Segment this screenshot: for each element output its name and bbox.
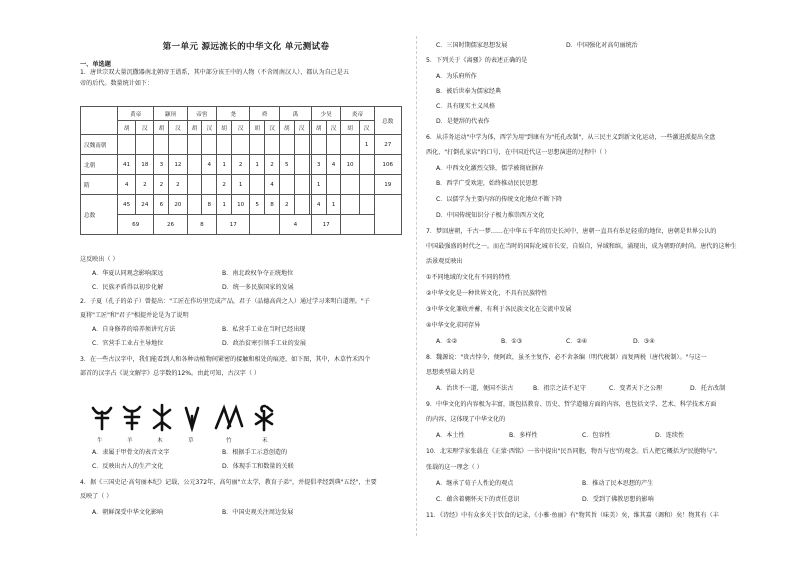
- table-subcol: 汉: [294, 121, 309, 135]
- q8-option-a[interactable]: A．治世不一道，便国不法古: [436, 385, 514, 392]
- table-cell: 69: [118, 215, 154, 235]
- q7-item-3: ③中华文化兼收并蓄，有利于各民族文化在交流中发展: [426, 306, 572, 313]
- table-cell: 17: [311, 215, 341, 235]
- table-subcol: 汉: [265, 121, 280, 135]
- table-cell: 45: [118, 195, 136, 215]
- table-cell: 20: [169, 195, 187, 215]
- q4-option-b[interactable]: B．中国史观关注周边发展: [222, 509, 294, 516]
- table-col-header: 炎帝: [341, 107, 374, 121]
- q3-option-d[interactable]: D．体现手工和数量的关联: [222, 463, 294, 470]
- q2-option-a[interactable]: A．自身修养的培养须讲究方法: [92, 326, 176, 333]
- q7-line-2: 中国最强盛的时代之一。而在当时的国际化城市长安，自娱自，异域和缤，涌现出，成为朝野的时尚。唐代的这种生: [426, 243, 737, 250]
- table-cell: 2: [154, 175, 169, 195]
- table-row: [81, 215, 402, 235]
- table-cell: [169, 135, 187, 155]
- q6-option-d[interactable]: D．中国传统知识分子极力推崇西方文化: [436, 212, 545, 219]
- glyph-label: 牛: [97, 438, 103, 444]
- q7-line-1: 7．梦回唐朝，千古一梦……在中华五千年的历史长河中，唐朝一直具有举足轻重的地位，唐朝是世界公认的: [426, 228, 717, 235]
- table-cell: 1: [326, 195, 341, 215]
- table-cell: [294, 155, 309, 175]
- q4-option-a[interactable]: A．朝鲜深受中华文化影响: [92, 509, 164, 516]
- page-title: 第一单元 源远流长的中华文化 单元测试卷: [162, 42, 330, 52]
- q9-option-d[interactable]: D．连续性: [655, 432, 685, 439]
- table-cell: 1: [232, 175, 250, 195]
- table-cell: 26: [154, 215, 187, 235]
- q3-option-c[interactable]: C．反映出古人的生产文化: [92, 463, 164, 470]
- table-cell: 2: [169, 175, 187, 195]
- table-corner: [81, 107, 118, 135]
- q2-line-2: 夏将"工匠"和"君子"相提并论是为了说明: [80, 312, 189, 319]
- table-col-header: 舜: [250, 107, 280, 121]
- table-row-label: 汉魏南朝: [81, 135, 118, 155]
- q7-option-d[interactable]: D．③④: [633, 338, 655, 345]
- section-heading: 一、单选题: [80, 61, 111, 68]
- q9-line-2: 的内容，这体现了中华文化的: [426, 416, 506, 423]
- q3-option-a[interactable]: A．隶属于甲骨文的表音文字: [92, 449, 170, 456]
- table-cell: [279, 135, 294, 155]
- table-cell: [265, 135, 280, 155]
- table-subcol: 胡: [311, 121, 326, 135]
- q7-item-4: ④中华文化求同存异: [426, 322, 481, 329]
- q6-option-c[interactable]: C．以儒学为主要内容的传统文化地位不断下降: [436, 196, 563, 203]
- q8-line-1: 8．魏源说："贵古悖今，便阿政，虽圣主复作，必不舍条编（明代税制）而复两税（唐代税制）。"与这一: [426, 354, 707, 361]
- q1-prompt: 这反映出（ ）: [80, 256, 119, 263]
- q7-option-a[interactable]: A．①②: [436, 338, 458, 345]
- table-cell: 41: [118, 155, 136, 175]
- q10-line-2: 张载的这一理念（ ）: [426, 464, 483, 471]
- q5-option-a[interactable]: A．为乐府所作: [436, 73, 477, 80]
- table-subcol: 胡: [118, 121, 136, 135]
- table-row: [81, 175, 402, 195]
- table-subcol: 汉: [169, 121, 187, 135]
- table-col-header: 尧: [217, 107, 250, 121]
- q7-line-3: 活景观反映出: [426, 258, 463, 265]
- table-row-label: 总数: [81, 195, 118, 235]
- table-cell: 3: [154, 155, 169, 175]
- table-cell: [359, 155, 374, 175]
- table-subcol: 汉: [232, 121, 250, 135]
- table-subheader-row: [81, 121, 402, 135]
- q4-option-c[interactable]: C．三国时期儒家思想发展: [436, 42, 508, 49]
- table-cell: [374, 195, 401, 235]
- q1-option-c[interactable]: C．民族矛盾得以初步化解: [92, 284, 164, 291]
- glyph-label: 草: [188, 438, 194, 444]
- table-col-header: 少昊: [311, 107, 341, 121]
- table-col-header: 颛顼: [154, 107, 187, 121]
- q3-line-1: 3．在一些古汉字中，我们能看到人和各种动植物间紧密的接触和相处的痕迹，如下图，其中，木草竹禾四个: [80, 356, 371, 363]
- table-cell: 106: [374, 155, 401, 175]
- glyph-label: 竹: [226, 438, 232, 444]
- table-cell: 5: [250, 195, 265, 215]
- table-cell: 18: [136, 155, 154, 175]
- q6-line-2: 西化、"打倒孔家店"的口号，在中国近代这一思想演进的过程中（ ）: [426, 149, 611, 156]
- table-subcol: 胡: [279, 121, 294, 135]
- table-cell: [187, 195, 202, 215]
- table-cell: 2: [232, 155, 250, 175]
- table-row: [81, 135, 402, 155]
- table-cell: 4: [118, 175, 136, 195]
- q9-option-c[interactable]: C．包容性: [582, 432, 611, 439]
- q4-option-d[interactable]: D．中国强化对高句丽统治: [566, 42, 638, 49]
- table-cell: 4: [326, 155, 341, 175]
- q8-line-2: 思想类型最大的是: [426, 369, 475, 376]
- table-cell: [311, 135, 326, 155]
- table-cell: 5: [279, 155, 294, 175]
- ancient-characters-figure: [90, 402, 290, 432]
- q8-option-b[interactable]: B．祖宗之法不足守: [533, 385, 586, 392]
- table-subcol: 胡: [187, 121, 202, 135]
- table-cell: 1: [359, 135, 374, 155]
- table-cell: 2: [265, 155, 280, 175]
- q10-option-a[interactable]: A．继承了荀子人性论的观点: [436, 480, 514, 487]
- table-subcol: 胡: [217, 121, 232, 135]
- q10-option-b[interactable]: B．推动了民本思想的产生: [582, 480, 654, 487]
- sheep-glyph-icon: [124, 407, 140, 429]
- q4-line-2: 反映了（ ）: [80, 493, 113, 500]
- q1-table: [80, 106, 402, 235]
- grass-glyph-icon: [186, 408, 198, 428]
- q8-option-d[interactable]: D．托古改制: [690, 385, 726, 392]
- table-cell: [187, 135, 202, 155]
- table-cell: [341, 195, 359, 215]
- q8-option-c[interactable]: C．变者天下之公理: [609, 385, 663, 392]
- q9-option-a[interactable]: A．本土性: [436, 432, 465, 439]
- table-cell: 1: [311, 175, 326, 195]
- table-cell: 10: [232, 195, 250, 215]
- table-cell: [294, 195, 309, 215]
- table-cell: 8: [202, 195, 217, 215]
- q5-option-d[interactable]: D．是楚辞的代表作: [436, 118, 490, 125]
- table-cell: 6: [154, 195, 169, 215]
- table-row: [81, 155, 402, 175]
- table-cell: [187, 175, 202, 195]
- table-cell: [279, 175, 294, 195]
- table-cell: 19: [374, 175, 401, 195]
- table-cell: [232, 135, 250, 155]
- q10-option-c[interactable]: C．蕴含着翱怀天下的责任意识: [436, 496, 520, 503]
- table-cell: 17: [217, 215, 250, 235]
- table-cell: [294, 175, 309, 195]
- table-cell: [341, 215, 374, 235]
- q2-option-b[interactable]: B．私营手工业在当时已经出现: [222, 326, 306, 333]
- table-cell: [359, 175, 374, 195]
- ox-glyph-icon: [93, 408, 111, 429]
- table-col-header: 禹: [279, 107, 311, 121]
- glyph-label: 木: [157, 438, 163, 444]
- table-cell: 24: [136, 195, 154, 215]
- table-cell: 12: [169, 155, 187, 175]
- table-cell: [187, 155, 202, 175]
- table-cell: 3: [311, 155, 326, 175]
- glyph-label: 羊: [127, 438, 133, 444]
- table-cell: 8: [187, 215, 217, 235]
- table-cell: 4: [265, 175, 280, 195]
- table-cell: 4: [311, 195, 326, 215]
- q4-line-1: 4．据《三国史记·高句丽本纪》记载，公元372年，高句丽"立太学，教育子弟"，并提倡孝经到典"五经"，主要: [80, 479, 377, 486]
- q1-option-d[interactable]: D．统一多民族国家的发展: [222, 284, 294, 291]
- table-cell: [250, 175, 265, 195]
- table-cell: 4: [279, 215, 311, 235]
- table-subcol: 汉: [136, 121, 154, 135]
- table-subcol: 汉: [359, 121, 374, 135]
- q2-option-d[interactable]: D．政治贫寒引领手工业的发展: [222, 340, 306, 347]
- q9-line-1: 9．中华文化的内容极为丰富，既包括教育、历史、哲学道德方面的内容，也包括文学、艺术、科学技术方面: [426, 401, 717, 408]
- q7-item-1: ①不同地域的文化有不同的特性: [426, 274, 511, 281]
- q3-line-2: 部首的汉字占《说文解字》总字数的12%。由此可知，古汉字（ ）: [80, 370, 261, 377]
- table-cell: 2: [217, 175, 232, 195]
- table-cell: [294, 135, 309, 155]
- table-cell: [250, 215, 280, 235]
- tree-glyph-icon: [154, 405, 170, 430]
- grain-glyph-icon: [256, 406, 272, 430]
- table-row-label: 隋: [81, 175, 118, 195]
- table-row: [81, 195, 402, 215]
- q2-option-c[interactable]: C．官营手工业占主导地位: [92, 340, 164, 347]
- q5-option-c[interactable]: C．具有现实主义风格: [436, 103, 496, 110]
- table-header-row: [81, 107, 402, 121]
- q9-option-b[interactable]: B．多样性: [509, 432, 538, 439]
- table-cell: 4: [202, 155, 217, 175]
- table-cell: [341, 135, 359, 155]
- table-cell: [359, 195, 374, 215]
- q5-option-b[interactable]: B．被后世奉为儒家经典: [436, 88, 502, 95]
- table-subcol: 汉: [202, 121, 217, 135]
- table-cell: 1: [217, 195, 232, 215]
- q1-option-a[interactable]: A．华夏认同观念影响深远: [92, 270, 164, 277]
- bamboo-glyph-icon: [216, 408, 242, 428]
- table-col-header: 黄帝: [118, 107, 154, 121]
- q6-option-b[interactable]: B．西学广受欢迎，始终推动民民思想: [436, 180, 538, 187]
- q10-option-d[interactable]: D．受到了佛教思想的影响: [582, 496, 654, 503]
- table-cell: [154, 135, 169, 155]
- table-cell: [326, 175, 341, 195]
- table-cell: [118, 135, 136, 155]
- table-subcol: 胡: [154, 121, 169, 135]
- table-cell: [341, 175, 359, 195]
- q2-line-1: 2．子夏（孔子的弟子）曾提出："工匠在作坊里完成产品，君子（品德高尚之人）通过学习来明白道理。"子: [80, 298, 370, 305]
- table-col-header: 帝喾: [187, 107, 217, 121]
- column-divider: [416, 36, 417, 536]
- table-subcol: 胡: [250, 121, 265, 135]
- q1-line-2: 帝的后代。数量统计如下：: [80, 80, 154, 87]
- table-cell: [217, 135, 232, 155]
- glyph-label: 禾: [262, 438, 268, 444]
- table-cell: 8: [265, 195, 280, 215]
- q7-option-c[interactable]: C．②④: [566, 338, 588, 345]
- table-cell: 10: [341, 155, 359, 175]
- table-cell: [202, 135, 217, 155]
- table-col-header: 总数: [374, 107, 401, 135]
- q7-item-2: ②中华文化是一种世界文化，不具有民族特性: [426, 290, 548, 297]
- table-subcol: 胡: [341, 121, 359, 135]
- table-cell: [250, 135, 265, 155]
- table-cell: 2: [279, 195, 294, 215]
- table-cell: 1: [217, 155, 232, 175]
- q6-option-a[interactable]: A．中西文化激烈交锋，儒学被彻底摒弃: [436, 165, 544, 172]
- table-cell: 1: [250, 155, 265, 175]
- table-cell: 2: [136, 175, 154, 195]
- q1-line-1: 1．唐世宗双大量沉撒器南北朝帝王谱系，其中部分该王中的人物（不含周南汉人），都认为自己是五: [80, 69, 349, 76]
- table-cell: [202, 175, 217, 195]
- table-cell: [326, 135, 341, 155]
- q5-line-1: 5．下列关于《离骚》的表述正确的是: [426, 57, 528, 64]
- q6-line-1: 6．从洋务运动"中学为体，西学为用"到康有为"托孔改制"，从三民主义到新文化运动，一些激进派提出全盘: [426, 134, 716, 141]
- table-cell: 27: [374, 135, 401, 155]
- q3-option-b[interactable]: B．根据手工示意创造的: [222, 449, 288, 456]
- q7-option-b[interactable]: B．①③: [501, 338, 523, 345]
- q10-line-1: 10．北宋理学家张载在《正蒙·西铭》一书中提出"民吾同胞，物吾与也"的观念。后人把它概括为"民胞物与"。: [426, 448, 722, 455]
- q11-line-1: 11．《诗经》中有众多关于饮食的记录，《小雅·鱼丽》有"物其旨（味美）矣，维其嘉（调和）矣！物其有（丰: [426, 512, 719, 519]
- q1-option-b[interactable]: B．南北政权争夺正统地位: [222, 270, 294, 277]
- table-row-label: 北朝: [81, 155, 118, 175]
- table-cell: [136, 135, 154, 155]
- table-subcol: 汉: [326, 121, 341, 135]
